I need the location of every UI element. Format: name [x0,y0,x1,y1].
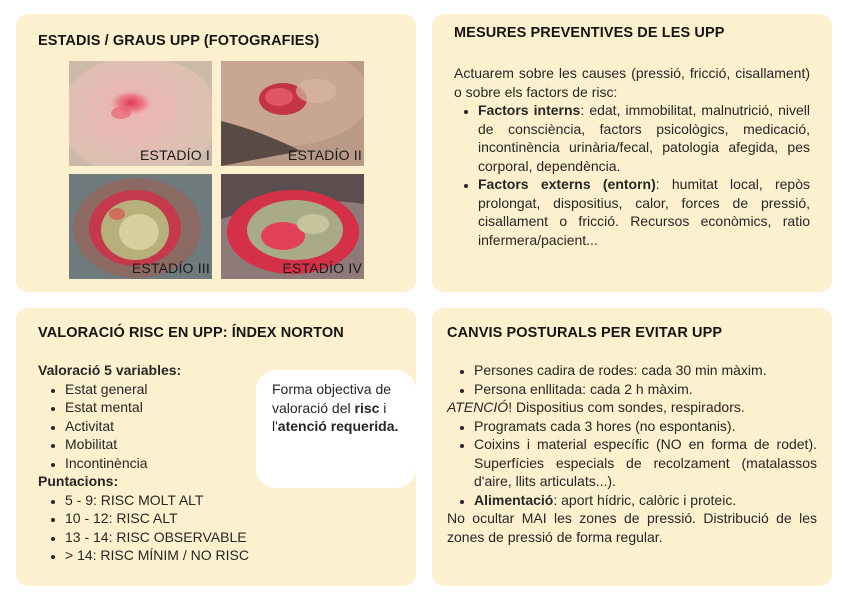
feeding-heading: Alimentació [474,491,554,508]
factor-text: : humitat local, repòs prolongat, dispositius, calor, forces de pressió, cisallament o fricció. Recursos econòmics, ratio infermera/pacient... [478,176,810,248]
factor-heading: Factors externs (entorn) [478,176,656,192]
stage-4-caption: ESTADÍO IV [282,260,362,276]
positioning-list [447,361,817,398]
list-item: • 10 - 12: RISC ALT [65,509,258,528]
list-item [474,491,817,510]
note-text: Forma objectiva de valoració del [272,381,392,416]
stage-4-photo [221,174,364,279]
list-item: • Mobilitat [65,435,258,454]
risk-factor-list [454,101,810,249]
list-item: • > 14: RISC MÍNIM / NO RISC [65,546,258,565]
card-title: VALORACIÓ RISC EN UPP: ÍNDEX NORTON [38,325,344,341]
schedule-list [447,417,817,510]
card-prevention [432,14,832,292]
attention-note [447,398,817,417]
attention-label: ATENCIÓ [447,399,509,415]
card-norton [16,308,416,586]
card-title: MESURES PREVENTIVES DE LES UPP [454,25,725,41]
list-item: • Activitat [65,417,258,436]
factor-heading: Factors interns [478,102,581,118]
scores-list [38,491,258,565]
list-item [478,101,810,175]
list-item: • Persona enllitada: cada 2 h màxim. [474,380,817,399]
prevention-body [454,64,810,249]
list-item: • Estat mental [65,398,258,417]
list-item: • Estat general [65,380,258,399]
scores-heading: Puntacions: [38,473,119,489]
norton-body [38,361,258,565]
variables-list [38,380,258,473]
stage-1-caption: ESTADÍO I [140,147,210,163]
note-text: i l' [272,399,387,434]
note-bold: risc [354,399,380,416]
list-item: • 13 - 14: RISC OBSERVABLE [65,528,258,547]
norton-note-bubble [256,370,416,488]
card-postural [432,308,832,586]
note-bold: atenció requerida. [277,418,399,434]
attention-text: ! Dispositius com sondes, respiradors. [508,399,745,415]
list-item: • Coixins i material específic (NO en forma de rodet). Superfícies especials de recolzament (matalassos d'aire, llits articulats...). [474,435,817,491]
stage-2-caption: ESTADÍO II [287,147,362,163]
card-title: CANVIS POSTURALS PER EVITAR UPP [447,325,723,341]
stage-2-photo [221,61,364,166]
closing-note: No ocultar MAI les zones de pressió. Distribució de les zones de pressió de forma regular. [447,510,817,545]
card-stages [16,14,416,292]
stage-3-caption: ESTADÍO III [131,260,210,276]
stage-3-photo [69,174,212,279]
feeding-text: : aport hídric, calòric i proteic. [553,491,737,508]
card-title: ESTADIS / GRAUS UPP (FOTOGRAFIES) [38,33,320,49]
factor-text: : edat, immobilitat, malnutrició, nivell de consciència, factors psicològics, medicació, incontinència urinària/fecal, patologia afegida, pes corporal, dependència. [478,102,810,174]
list-item: • 5 - 9: RISC MOLT ALT [65,491,258,510]
postural-body [447,361,817,546]
stage-1-photo [69,61,212,166]
prevention-intro: Actuarem sobre les causes (pressió, fricció, cisallament) o sobre els factors de risc: [454,65,810,100]
variables-heading: Valoració 5 variables: [38,362,182,378]
list-item: • Persones cadira de rodes: cada 30 min màxim. [474,361,817,380]
list-item [478,175,810,249]
list-item: • Incontinència [65,454,258,473]
list-item: • Programats cada 3 hores (no espontanis). [474,417,817,436]
